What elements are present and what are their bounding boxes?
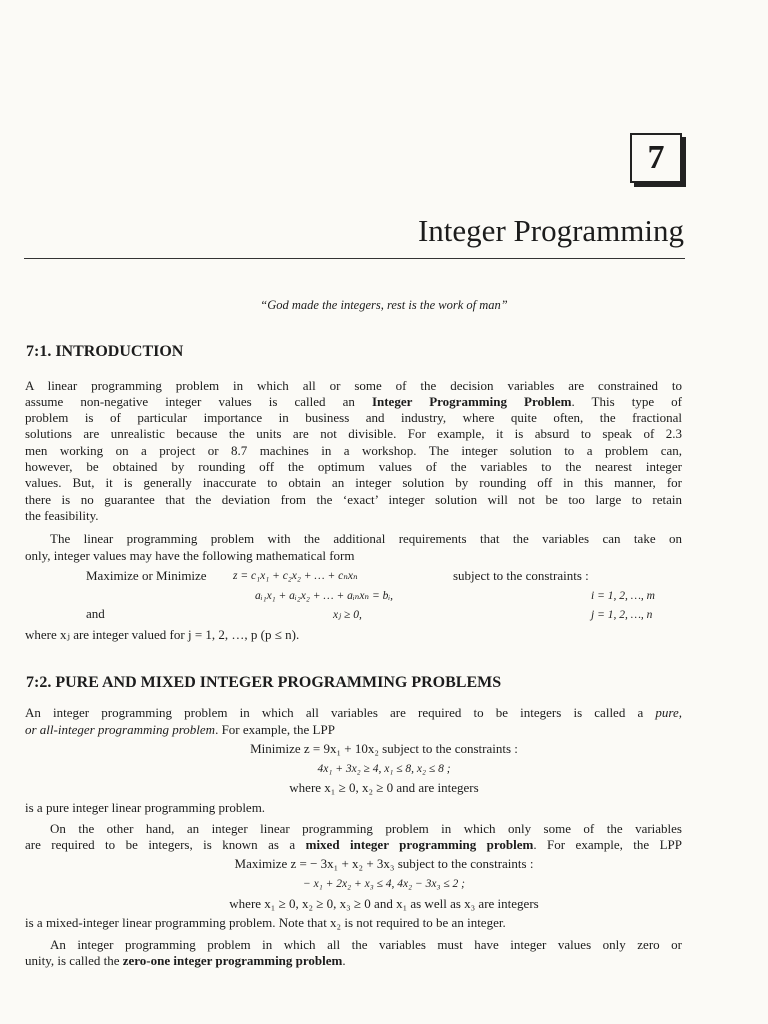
nonnegativity-formula: xⱼ ≥ 0, [333, 609, 362, 621]
example1-objective: Minimize z = 9x₁ + 10x₂ subject to the constraints : [250, 741, 518, 756]
mixed-def-line-2 [25, 837, 682, 853]
zero-one-line-1: An integer programming problem in which all the variables must have integer values only zero or [50, 937, 682, 952]
pure-def-tail: . For example, the LPP [215, 722, 335, 737]
intro-line-4: solutions are unrealistic because the units are not divisible. For example, it is absurd to speak of 2.3 [25, 426, 682, 441]
mixed-def-tail: . For example, the LPP [533, 837, 682, 852]
example1-where: where x₁ ≥ 0, x₂ ≥ 0 and are integers [289, 780, 479, 795]
example1-constraints: 4x₁ + 3x₂ ≥ 4, x₁ ≤ 8, x₂ ≤ 8 ; [317, 763, 451, 775]
intro-line-8: there is no guarantee that the deviation from the ‘exact’ integer solution will not be too large to retain [25, 492, 682, 507]
objective-label: Maximize or Minimize [86, 568, 207, 583]
objective-formula: z = c₁x₁ + c₂x₂ + … + cₙxₙ [233, 570, 358, 582]
intro-line-1: A linear programming problem in which all or some of the decision variables are constrained to [25, 378, 682, 393]
section-heading-pure-mixed: 7:2. PURE AND MIXED INTEGER PROGRAMMING PROBLEMS [26, 674, 502, 691]
zero-one-line-2 [25, 953, 682, 969]
chapter-number: 7 [647, 139, 665, 176]
intro-line-3: problem is of particular importance in business and industry, where quite often, the fractional [25, 410, 682, 425]
constraint-formula: aᵢ₁x₁ + aᵢ₂x₂ + … + aᵢₙxₙ = bᵢ, [255, 590, 394, 602]
pure-def-line-1 [25, 705, 682, 721]
term-all-integer-programming-problem: or all-integer programming problem [25, 722, 216, 737]
zero-one-tail: . [342, 953, 346, 968]
section-heading-introduction: 7:1. INTRODUCTION [26, 343, 184, 360]
form-intro-line-2: only, integer values may have the following mathematical form [25, 548, 355, 563]
intro-line-9: the feasibility. [25, 508, 99, 523]
example2-constraints: − x₁ + 2x₂ + x₃ ≤ 4, 4x₂ − 3x₃ ≤ 2 ; [302, 878, 465, 890]
term-zero-one-integer-programming-problem: zero-one integer programming problem [122, 953, 343, 968]
mixed-def-line-1: On the other hand, an integer linear programming problem in which only some of the variables [50, 821, 682, 836]
chapter-title: Integer Programming [417, 213, 684, 248]
mixed-def-text: are required to be integers, is known as a [25, 837, 296, 852]
intro-line-2 [25, 394, 682, 410]
mixed-conclusion: is a mixed-integer linear programming problem. Note that x₂ is not required to be an integer. [25, 915, 506, 930]
integer-condition: where xⱼ are integer valued for j = 1, 2, …, p (p ≤ n). [25, 627, 300, 642]
form-intro-line-1: The linear programming problem with the additional requirements that the variables can take on [50, 531, 682, 546]
chapter-number-box [630, 133, 682, 183]
intro-line-2-tail: . This type of [571, 394, 683, 409]
title-rule [24, 258, 685, 259]
epigraph-quote: “God made the integers, rest is the work of man” [260, 298, 508, 312]
term-mixed-integer-programming-problem: mixed integer programming problem [305, 837, 534, 852]
intro-line-7: values. But, it is generally inaccurate to obtain an integer solution by rounding off in this manner, for [25, 475, 682, 490]
intro-line-2-text: assume non-negative integer values is called an [25, 394, 355, 409]
term-integer-programming-problem: Integer Programming Problem [371, 394, 572, 409]
objective-tail: subject to the constraints : [453, 568, 589, 583]
constraint-range: i = 1, 2, …, m [591, 590, 655, 602]
example2-where: where x₁ ≥ 0, x₂ ≥ 0, x₃ ≥ 0 and x₁ as well as x₃ are integers [229, 896, 539, 911]
intro-line-5: men working on a project or 8.7 machines in a workshop. The integer solution to a problem can, [25, 443, 682, 458]
zero-one-text: unity, is called the [25, 953, 120, 968]
pure-def-text: An integer programming problem in which all variables are required to be integers is called a [25, 705, 644, 720]
nonnegativity-range: j = 1, 2, …, n [591, 609, 653, 621]
example2-objective: Maximize z = − 3x₁ + x₂ + 3x₃ subject to the constraints : [234, 856, 534, 871]
pure-conclusion: is a pure integer linear programming problem. [25, 800, 266, 815]
and-label: and [86, 606, 105, 621]
term-pure: pure, [655, 705, 683, 720]
pure-def-line-2 [25, 722, 682, 738]
intro-line-6: however, be obtained by rounding off the optimum values of the variables to the nearest integer [25, 459, 682, 474]
